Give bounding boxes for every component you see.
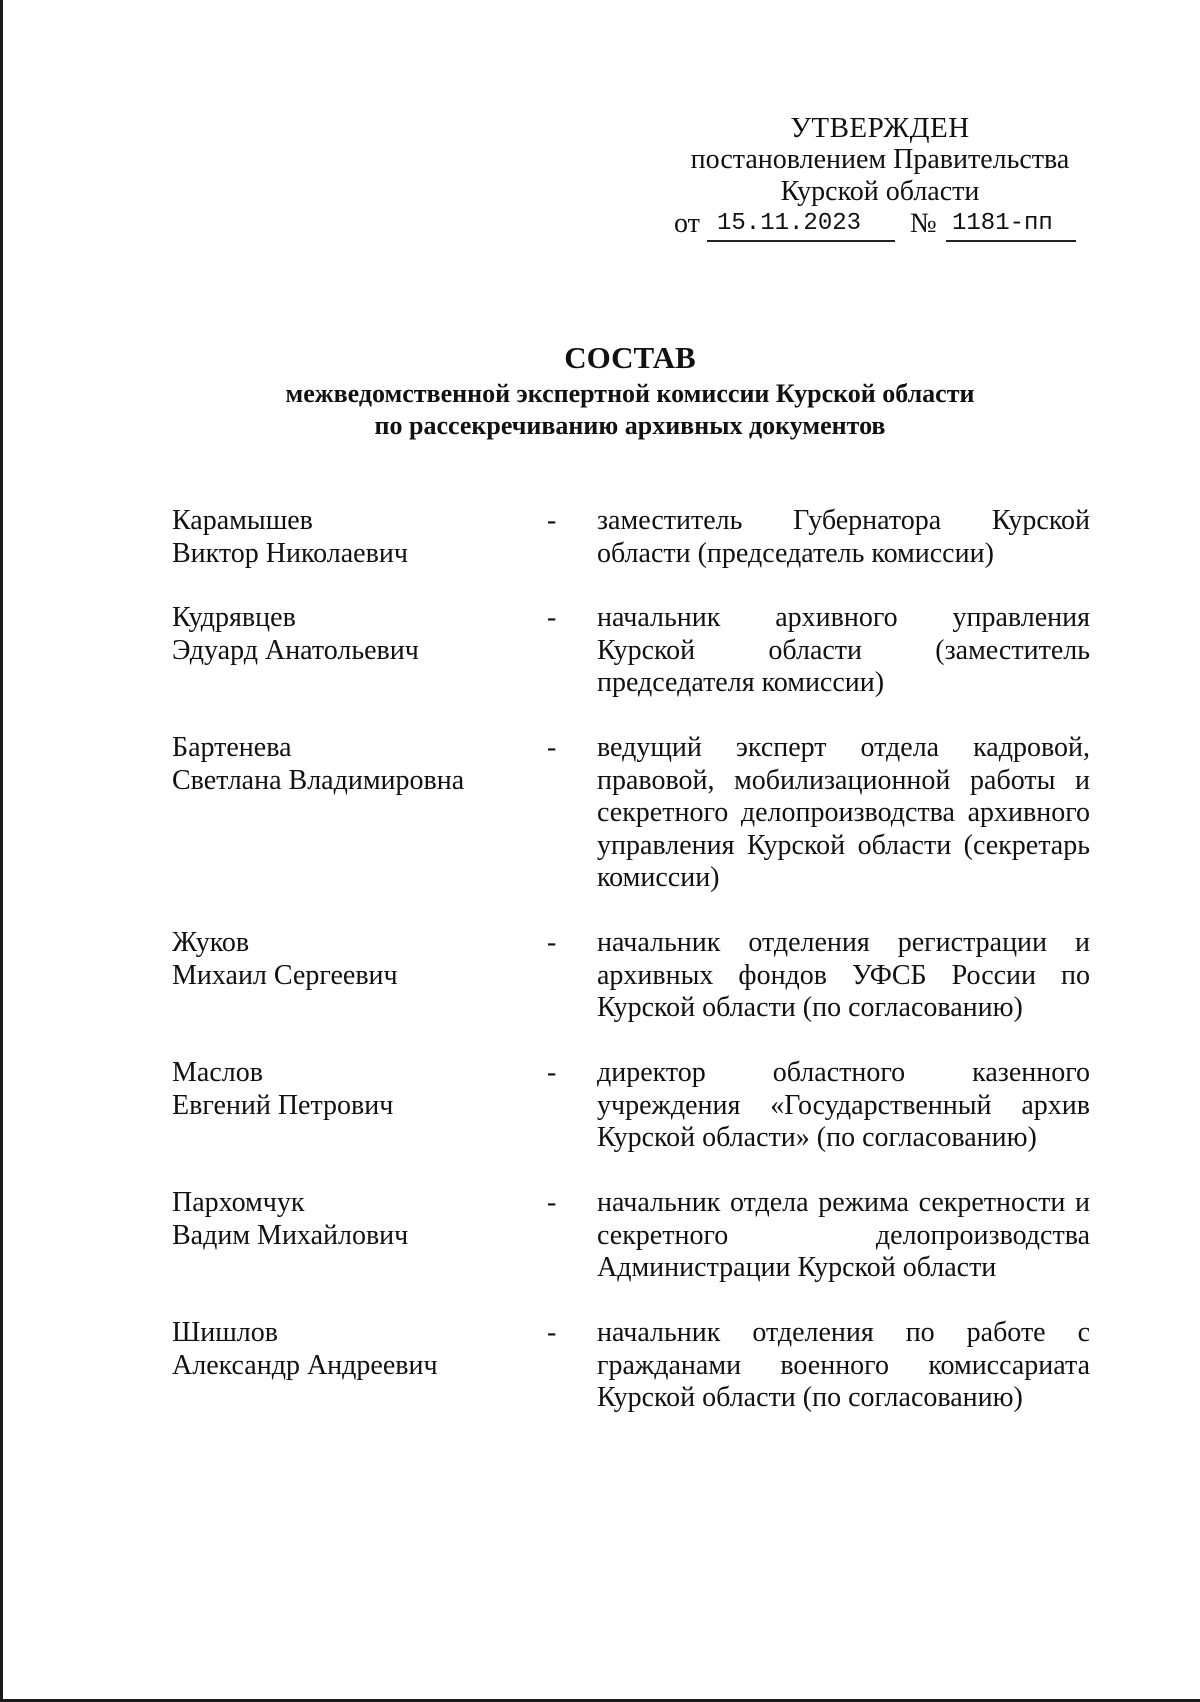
member-given-names: Александр Андреевич — [172, 1349, 438, 1381]
member-surname: Шишлов — [172, 1317, 278, 1348]
member-row — [172, 1317, 1090, 1415]
member-given-names: Евгений Петрович — [172, 1089, 394, 1121]
member-surname: Пархомчук — [172, 1187, 305, 1218]
member-name — [172, 927, 532, 992]
document-heading — [150, 338, 1110, 442]
member-role: директор областного казенного учреждения «Государственный архив Курской области» (по согласованию) — [597, 1057, 1090, 1153]
decree-number: 1181-пп — [946, 208, 1076, 242]
member-dash: - — [547, 505, 557, 536]
date-label: от — [674, 208, 700, 239]
member-row — [172, 505, 1090, 570]
member-row — [172, 602, 1090, 700]
document-subtitle-line-1: межведомственной экспертной комиссии Курской области — [285, 379, 975, 408]
members-list — [172, 505, 1090, 1415]
page-edge-left — [0, 0, 3, 1702]
approval-stamp: УТВЕРЖДЕН — [790, 112, 970, 144]
member-role: начальник отдела режима секретности и секретного делопроизводства Администрации Курской области — [597, 1187, 1090, 1283]
member-given-names: Виктор Николаевич — [172, 537, 408, 569]
member-surname: Маслов — [172, 1057, 263, 1088]
decree-date: 15.11.2023 — [707, 208, 895, 242]
member-dash: - — [547, 1057, 557, 1088]
member-role: начальник отделения регистрации и архивных фондов УФСБ России по Курской области (по согласованию) — [597, 927, 1090, 1023]
number-label: № — [910, 208, 937, 239]
approval-date-row — [660, 208, 1100, 242]
member-given-names: Эдуард Анатольевич — [172, 634, 419, 666]
member-surname: Кудрявцев — [172, 602, 296, 633]
member-given-names: Светлана Владимировна — [172, 764, 465, 796]
member-surname: Жуков — [172, 927, 250, 958]
member-name — [172, 1317, 532, 1382]
member-name — [172, 732, 532, 797]
member-row — [172, 927, 1090, 1025]
member-row — [172, 1057, 1090, 1155]
approval-block — [660, 112, 1100, 242]
member-name — [172, 602, 532, 667]
member-role: ведущий эксперт отдела кадровой, правовой, мобилизационной работы и секретного делопроизводства архивного управления Курской области (секретарь комиссии) — [597, 732, 1090, 893]
member-row — [172, 732, 1090, 895]
member-name — [172, 1057, 532, 1122]
approval-line-1: постановлением Правительства — [690, 144, 1070, 175]
member-dash: - — [547, 927, 557, 958]
approval-line-2: Курской области — [780, 176, 980, 207]
member-name — [172, 1187, 532, 1252]
member-role: заместитель Губернатора Курской области (председатель комиссии) — [597, 505, 1090, 569]
member-row — [172, 1187, 1090, 1285]
member-dash: - — [547, 602, 557, 633]
member-given-names: Вадим Михайлович — [172, 1219, 409, 1251]
document-subtitle-line-2: по рассекречиванию архивных документов — [374, 411, 886, 440]
document-title: СОСТАВ — [564, 340, 696, 375]
member-dash: - — [547, 1187, 557, 1218]
member-surname: Бартенева — [172, 732, 292, 763]
member-dash: - — [547, 1317, 557, 1348]
member-given-names: Михаил Сергеевич — [172, 959, 398, 991]
member-role: начальник отделения по работе с гражданами военного комиссариата Курской области (по согласованию) — [597, 1317, 1090, 1413]
member-surname: Карамышев — [172, 505, 313, 536]
member-role: начальник архивного управления Курской области (заместитель председателя комиссии) — [597, 602, 1090, 698]
member-dash: - — [547, 732, 557, 763]
member-name — [172, 505, 532, 570]
